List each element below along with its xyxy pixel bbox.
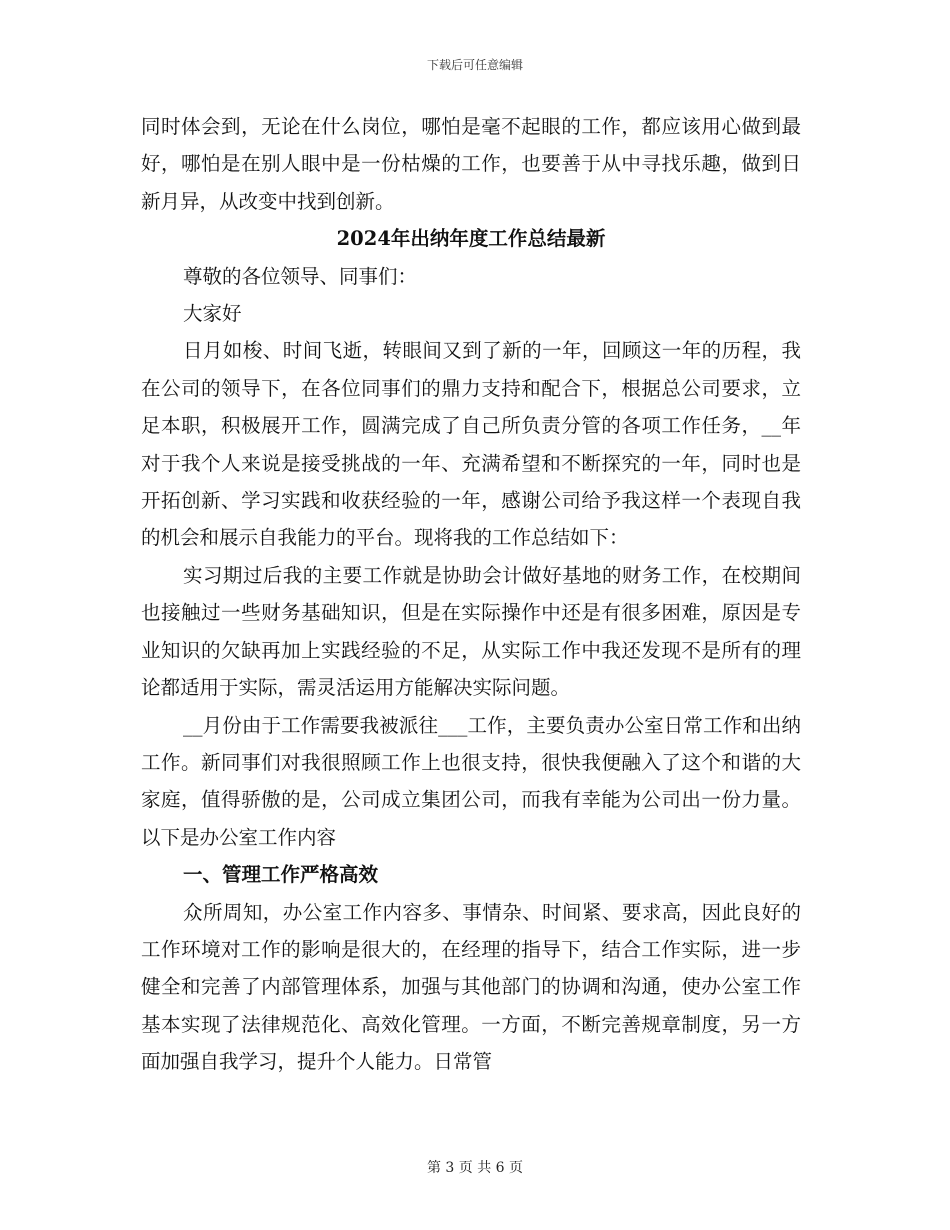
salutation: 尊敬的各位领导、同事们：: [183, 264, 418, 288]
page-footer: 第 3 页 共 6 页: [426, 1160, 524, 1176]
paragraph-intro: 日月如梭、时间飞逝，转眼间又到了新的一年，回顾这一年的历程，我在公司的领导下，在各位同事们的鼎力支持和配合下，根据总公司要求，立足本职，积极展开工作，圆满完成了自己所负责分管的各项工作任务，__年对于我个人来说是接受挑战的一年、充满希望和不断探究的一年，同时也是开拓创新、学习实践和收获经验的一年，感谢公司给予我这样一个表现自我的机会和展示自我能力的平台。现将我的工作总结如下：: [141, 339, 801, 550]
paragraph-assignment: __月份由于工作需要我被派往___工作，主要负责办公室日常工作和出纳工作。新同事们对我很照顾工作上也很支持，很快我便融入了这个和谐的大家庭，值得骄傲的是，公司成立集团公司，而我有幸能为公司出一份力量。以下是办公室工作内容: [141, 713, 801, 849]
greeting: 大家好: [183, 302, 242, 326]
document-body: [141, 108, 801, 1081]
paragraph-internship: 实习期过后我的主要工作就是协助会计做好基地的财务工作，在校期间也接触过一些财务基础知识，但是在实际操作中还是有很多困难，原因是专业知识的欠缺再加上实践经验的不足，从实际工作中我还发现不是所有的理论都适用于实际，需灵活运用方能解决实际问题。: [141, 563, 801, 700]
paragraph-management: 众所周知，办公室工作内容多、事情杂、时间紧、要求高，因此良好的工作环境对工作的影响是很大的，在经理的指导下，结合工作实际，进一步健全和完善了内部管理体系，加强与其他部门的协调和沟通，使办公室工作基本实现了法律规范化、高效化管理。一方面，不断完善规章制度，另一方面加强自我学习，提升个人能力。日常管: [141, 900, 801, 1074]
paragraph-continuation: 同时体会到，无论在什么岗位，哪怕是毫不起眼的工作，都应该用心做到最好，哪怕是在别人眼中是一份枯燥的工作，也要善于从中寻找乐趣，做到日新月异，从改变中找到创新。: [141, 115, 801, 213]
page-header: 下载后可任意编辑: [426, 58, 523, 72]
document-title: 2024年出纳年度工作总结最新: [336, 227, 606, 251]
section-heading: 一、管理工作严格高效: [183, 863, 379, 887]
